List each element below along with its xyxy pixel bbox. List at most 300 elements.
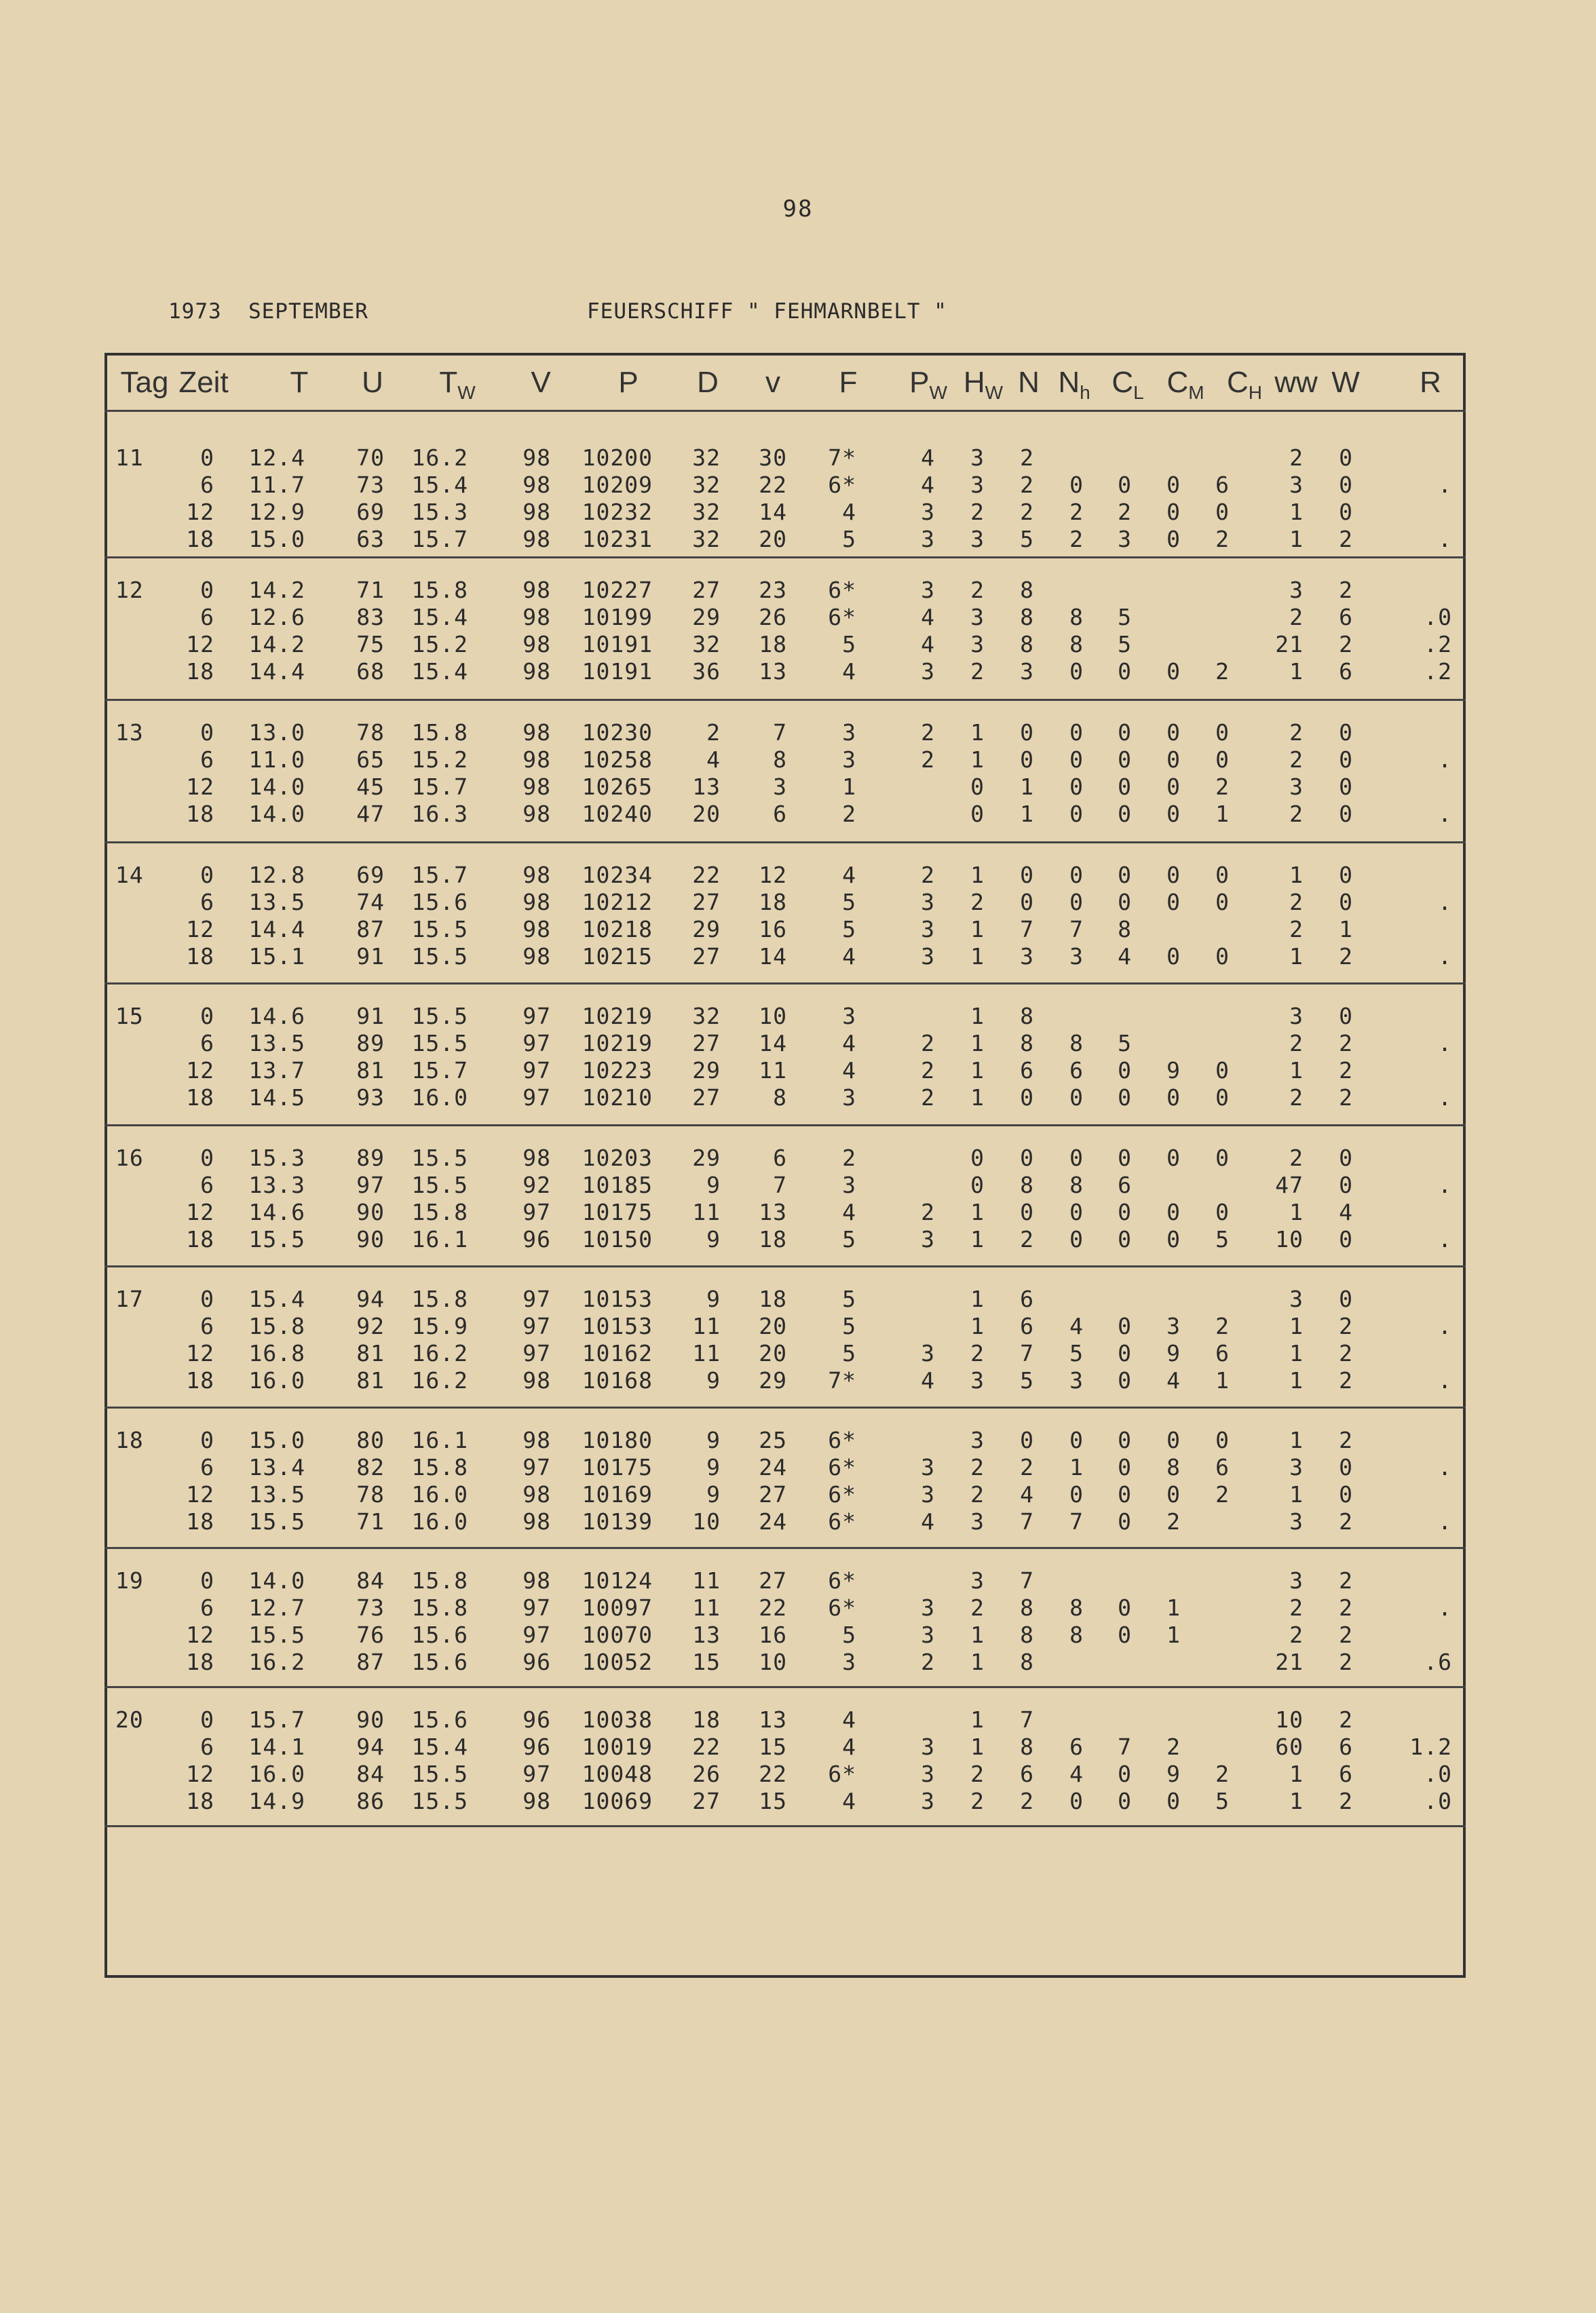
table-cell: .0 [1424,1788,1452,1814]
column-header: F [839,366,858,399]
table-cell: 3 [970,1367,985,1394]
table-cell: 0 [200,577,214,603]
table-cell: 4 [842,658,856,685]
table-cell: 2 [970,1594,985,1621]
table-cell: 5 [842,1313,856,1339]
table-cell: 78 [356,1481,385,1508]
table-cell: 2 [1339,1706,1353,1733]
table-cell: 16.2 [248,1649,305,1675]
table-cell: 10153 [582,1286,653,1312]
table-cell: 69 [356,862,385,888]
table-cell: 1 [970,1084,985,1111]
table-cell: 7 [1020,1508,1034,1535]
table-cell: 1 [1215,801,1230,827]
table-cell: 0 [1166,801,1181,827]
table-cell: 10070 [582,1622,653,1648]
table-cell: 10265 [582,773,653,800]
table-cell: 14 [759,1030,787,1056]
table-cell: 10 [759,1649,787,1675]
table-cell: 2 [1339,1057,1353,1084]
table-cell: 60 [1275,1734,1304,1760]
table-cell: 8 [1020,1649,1034,1675]
table-cell: 13.4 [248,1454,305,1480]
table-cell: 12.7 [248,1594,305,1621]
table-cell: 15.8 [411,1286,468,1312]
table-cell: 1.2 [1409,1734,1452,1760]
table-cell: 15 [692,1649,721,1675]
table-cell: 15.8 [411,1567,468,1594]
table-cell: 91 [356,943,385,970]
table-cell: . [1438,1454,1452,1480]
table-cell: 9 [706,1481,721,1508]
table-cell: 12 [186,1057,214,1084]
table-cell: 0 [1339,889,1353,915]
table-cell: 11 [692,1567,721,1594]
table-cell: 10258 [582,746,653,773]
table-cell: 3 [921,1788,935,1814]
table-cell: 6 [200,472,214,498]
table-cell: 4 [921,1367,935,1394]
table-cell: 0 [1166,943,1181,970]
table-cell: 3 [1289,472,1304,498]
table-cell: 2 [921,862,935,888]
table-cell: 1 [970,1057,985,1084]
table-cell: 4 [921,604,935,630]
table-cell: 4 [1020,1481,1034,1508]
table-cell: 15.5 [248,1226,305,1253]
table-cell: 15.3 [248,1145,305,1171]
table-cell: 12 [186,631,214,657]
table-cell: 0 [1118,1367,1132,1394]
table-cell: 1 [970,1003,985,1029]
table-cell: 6 [1020,1313,1034,1339]
table-cell: 27 [692,577,721,603]
table-cell: 1 [970,1734,985,1760]
table-cell: 10191 [582,658,653,685]
table-cell: 97 [522,1199,551,1225]
table-cell: 0 [1020,719,1034,746]
table-cell: 16.0 [411,1508,468,1535]
table-cell: 2 [1020,499,1034,525]
table-cell: 15.6 [411,1622,468,1648]
table-cell: 8 [1020,1594,1034,1621]
day-divider [104,1686,1466,1688]
table-cell: 2 [970,1761,985,1787]
table-cell: 10139 [582,1508,653,1535]
table-cell: 15.2 [411,746,468,773]
table-cell: 1 [1289,1481,1304,1508]
table-cell: 13.0 [248,719,305,746]
table-cell: 10 [759,1003,787,1029]
table-cell: 10162 [582,1340,653,1366]
day-label: 12 [115,577,144,603]
day-divider [104,1547,1466,1549]
table-cell: 3 [1289,1454,1304,1480]
table-cell: 0 [1339,773,1353,800]
table-cell: 93 [356,1084,385,1111]
table-cell: 2 [1166,1508,1181,1535]
table-cell: 0 [1020,862,1034,888]
table-cell: 2 [1289,1084,1304,1111]
table-cell: 91 [356,1003,385,1029]
table-cell: 3 [1289,1567,1304,1594]
table-cell: 15.7 [411,773,468,800]
day-divider [104,1265,1466,1267]
table-cell: 2 [970,1788,985,1814]
table-cell: 8 [1020,604,1034,630]
table-cell: 2 [706,719,721,746]
table-cell: 0 [1118,746,1132,773]
table-cell: 10175 [582,1199,653,1225]
table-cell: 10019 [582,1734,653,1760]
table-cell: 29 [692,916,721,942]
table-cell: 98 [522,1567,551,1594]
table-cell: 0 [1339,1003,1353,1029]
table-cell: 2 [970,499,985,525]
column-header: Zeit [178,366,229,399]
table-cell: 6 [1215,1454,1230,1480]
table-cell: 13 [759,1199,787,1225]
table-cell: 98 [522,943,551,970]
table-cell: 0 [1215,943,1230,970]
table-cell: 8 [1118,916,1132,942]
table-cell: 13.5 [248,889,305,915]
table-cell: 0 [1166,1084,1181,1111]
table-cell: 2 [1289,1622,1304,1648]
table-cell: 6 [1069,1057,1084,1084]
table-cell: 2 [1289,604,1304,630]
table-cell: 96 [522,1706,551,1733]
table-cell: 15.7 [248,1706,305,1733]
table-cell: 13 [759,658,787,685]
table-cell: 98 [522,916,551,942]
table-cell: 0 [200,862,214,888]
table-cell: 15.6 [411,1649,468,1675]
table-cell: 27 [692,1084,721,1111]
table-cell: 27 [692,1788,721,1814]
table-cell: 3 [1289,1003,1304,1029]
table-cell: 15.8 [411,719,468,746]
table-cell: 2 [1020,1226,1034,1253]
table-cell: 22 [759,472,787,498]
table-cell: 15.7 [411,1057,468,1084]
table-cell: 10069 [582,1788,653,1814]
table-cell: 5 [842,889,856,915]
column-header: D [697,366,719,399]
table-cell: 15.5 [248,1622,305,1648]
table-cell: 0 [1215,746,1230,773]
table-cell: 14.6 [248,1199,305,1225]
table-cell: 3 [970,1508,985,1535]
title-station: FEUERSCHIFF " FEHMARNBELT " [587,299,947,324]
table-cell: 18 [186,1508,214,1535]
table-cell: 5 [842,1286,856,1312]
column-header: R [1420,366,1441,399]
table-cell: 6 [200,1030,214,1056]
day-label: 14 [115,862,144,888]
table-cell: 0 [1069,1226,1084,1253]
table-cell: 10 [692,1508,721,1535]
table-cell: 98 [522,444,551,471]
table-cell: 13 [692,773,721,800]
table-cell: 27 [692,943,721,970]
table-cell: 89 [356,1145,385,1171]
table-cell: 30 [759,444,787,471]
table-cell: 7* [828,444,856,471]
table-cell: 0 [1215,719,1230,746]
table-cell: 8 [773,1084,787,1111]
table-cell: 23 [759,577,787,603]
table-cell: 3 [1289,577,1304,603]
table-cell: 6 [200,1734,214,1760]
table-cell: 10191 [582,631,653,657]
table-cell: 12.4 [248,444,305,471]
table-cell: 18 [186,1084,214,1111]
table-cell: 12 [186,1761,214,1787]
table-cell: 0 [1339,746,1353,773]
table-cell: 5 [842,526,856,552]
table-cell: 6 [1215,472,1230,498]
table-cell: 0 [1069,1084,1084,1111]
table-cell: 4 [921,472,935,498]
table-cell: 0 [1215,1084,1230,1111]
column-header: N [1018,366,1040,399]
table-cell: 45 [356,773,385,800]
table-cell: 0 [1118,658,1132,685]
table-cell: 0 [1069,801,1084,827]
table-cell: 26 [692,1761,721,1787]
table-cell: 5 [1215,1788,1230,1814]
table-cell: 0 [1020,1145,1034,1171]
table-cell: 14.0 [248,1567,305,1594]
table-cell: 10097 [582,1594,653,1621]
table-cell: 0 [1166,889,1181,915]
table-cell: 5 [842,916,856,942]
table-cell: 94 [356,1286,385,1312]
table-cell: . [1438,1508,1452,1535]
table-cell: 6* [828,1508,856,1535]
table-cell: 1 [970,862,985,888]
table-cell: 87 [356,916,385,942]
table-cell: 32 [692,472,721,498]
table-cell: 14.4 [248,916,305,942]
table-cell: 10169 [582,1481,653,1508]
table-cell: 0 [1069,1481,1084,1508]
table-cell: 21 [1275,1649,1304,1675]
table-cell: 16 [759,916,787,942]
table-cell: 14.0 [248,773,305,800]
table-cell: 10175 [582,1454,653,1480]
table-cell: 2 [970,1340,985,1366]
column-header: P [618,366,639,399]
table-cell: 3 [921,1734,935,1760]
table-cell: 6 [1215,1340,1230,1366]
table-cell: 8 [1069,1622,1084,1648]
table-cell: 0 [1118,472,1132,498]
table-cell: 97 [522,1454,551,1480]
table-cell: 2 [921,1030,935,1056]
table-cell: 73 [356,1594,385,1621]
table-cell: .0 [1424,604,1452,630]
table-cell: 7 [1020,916,1034,942]
table-cell: 2 [1339,1649,1353,1675]
table-cell: 97 [522,1761,551,1787]
table-cell: 0 [1339,1145,1353,1171]
table-cell: 97 [522,1594,551,1621]
table-cell: 5 [842,1622,856,1648]
table-cell: 0 [1118,1313,1132,1339]
table-cell: 92 [356,1313,385,1339]
table-cell: . [1438,1594,1452,1621]
table-cell: 2 [970,1454,985,1480]
table-cell: 8 [1069,1172,1084,1198]
table-cell: 81 [356,1340,385,1366]
table-cell: 2 [1339,631,1353,657]
table-cell: 3 [970,526,985,552]
table-cell: 10185 [582,1172,653,1198]
page-number: 98 [782,195,814,223]
table-cell: 22 [692,862,721,888]
table-cell: 1 [1020,773,1034,800]
table-cell: 12 [186,1622,214,1648]
table-cell: 90 [356,1199,385,1225]
table-cell: 15.4 [411,1734,468,1760]
table-cell: 11 [692,1340,721,1366]
table-cell: 0 [1339,801,1353,827]
table-cell: 2 [1020,1788,1034,1814]
table-cell: 29 [692,1145,721,1171]
table-cell: 6 [200,1594,214,1621]
table-cell: 98 [522,1481,551,1508]
table-cell: 13 [692,1622,721,1648]
table-cell: 2 [1339,577,1353,603]
table-cell: 3 [921,916,935,942]
table-cell: 1 [1289,526,1304,552]
table-cell: 3 [921,526,935,552]
table-cell: 10227 [582,577,653,603]
table-cell: 2 [1289,889,1304,915]
table-cell: 18 [759,1286,787,1312]
table-cell: 1 [1339,916,1353,942]
column-header: $H_W$ [963,366,1004,403]
table-cell: 89 [356,1030,385,1056]
day-divider [104,1407,1466,1409]
table-cell: 18 [186,1367,214,1394]
table-cell: 15.4 [411,472,468,498]
table-cell: 10232 [582,499,653,525]
table-cell: 2 [1339,1030,1353,1056]
table-cell: 2 [921,746,935,773]
day-divider [104,841,1466,843]
table-cell: 1 [970,943,985,970]
table-cell: . [1438,943,1452,970]
table-cell: 0 [200,444,214,471]
table-cell: 18 [186,1649,214,1675]
table-cell: 0 [1069,746,1084,773]
table-cell: 0 [200,1286,214,1312]
table-cell: 0 [1118,1084,1132,1111]
table-cell: 2 [1215,1481,1230,1508]
table-cell: 18 [692,1706,721,1733]
table-cell: 9 [706,1172,721,1198]
table-cell: 10200 [582,444,653,471]
table-cell: 14.0 [248,801,305,827]
table-cell: 2 [1339,1313,1353,1339]
table-cell: 6* [828,1427,856,1453]
table-cell: 0 [1166,1226,1181,1253]
table-cell: 2 [1215,1761,1230,1787]
table-cell: 1 [842,773,856,800]
table-cell: 14.4 [248,658,305,685]
table-cell: 0 [1215,499,1230,525]
table-cell: 0 [1069,1199,1084,1225]
table-cell: 27 [692,1030,721,1056]
table-cell: 1 [970,1030,985,1056]
table-cell: 14 [759,499,787,525]
table-cell: . [1438,472,1452,498]
table-cell: 84 [356,1761,385,1787]
table-cell: 2 [970,889,985,915]
day-divider [104,982,1466,985]
column-header: $C_L$ [1112,366,1144,403]
day-label: 20 [115,1706,144,1733]
table-cell: 2 [1339,1427,1353,1453]
table-cell: 15.5 [248,1508,305,1535]
table-cell: 10 [1275,1226,1304,1253]
table-cell: 10230 [582,719,653,746]
table-cell: 98 [522,746,551,773]
table-cell: 9 [1166,1761,1181,1787]
table-cell: 2 [1215,1313,1230,1339]
table-cell: 4 [921,631,935,657]
table-cell: 2 [970,658,985,685]
table-cell: 12 [759,862,787,888]
table-cell: 94 [356,1734,385,1760]
table-cell: 9 [706,1367,721,1394]
table-cell: 3 [1289,773,1304,800]
table-cell: 6 [1339,1761,1353,1787]
table-cell: 65 [356,746,385,773]
table-cell: 6* [828,604,856,630]
table-cell: 6 [1339,658,1353,685]
table-cell: 1 [1289,1367,1304,1394]
table-cell: 97 [522,1340,551,1366]
table-cell: 24 [759,1454,787,1480]
table-cell: 15.9 [411,1313,468,1339]
table-cell: 6* [828,1594,856,1621]
table-cell: 2 [921,1057,935,1084]
column-header: W [1331,366,1360,399]
table-cell: 0 [1118,1454,1132,1480]
table-cell: 6 [1118,1172,1132,1198]
table-cell: 8 [773,746,787,773]
table-cell: 10219 [582,1030,653,1056]
table-cell: 27 [692,889,721,915]
table-cell: 0 [1339,472,1353,498]
table-cell: 15.8 [411,1594,468,1621]
table-cell: 10203 [582,1145,653,1171]
table-cell: 3 [842,1003,856,1029]
table-cell: 0 [1118,1145,1132,1171]
table-cell: 7 [1020,1567,1034,1594]
column-header: U [362,366,383,399]
table-cell: 98 [522,658,551,685]
table-cell: 6* [828,577,856,603]
table-cell: 1 [1020,801,1034,827]
table-cell: 2 [1289,1030,1304,1056]
column-header: $P_W$ [909,366,947,403]
table-cell: 0 [200,1003,214,1029]
